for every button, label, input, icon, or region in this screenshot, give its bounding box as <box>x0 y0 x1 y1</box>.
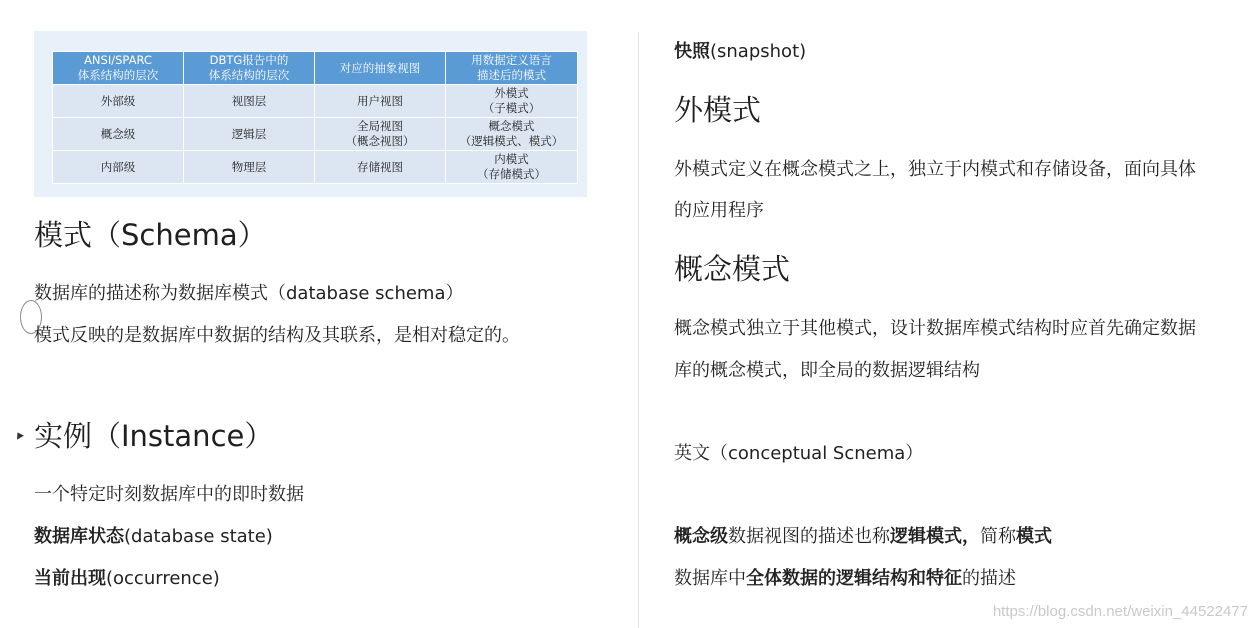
occurrence-en: (occurrence) <box>106 568 220 589</box>
table-header-cell: ANSI/SPARC 体系结构的层次 <box>53 52 184 85</box>
collapse-triangle-icon[interactable] <box>14 430 24 439</box>
table-cell: 用户视图 <box>315 85 446 118</box>
schema-paragraph-2: 模式反映的是数据库中数据的结构及其联系，是相对稳定的。 <box>34 325 520 346</box>
schema-heading: 模式（Schema） <box>34 218 267 252</box>
table-row <box>53 85 578 118</box>
external-paragraph-2: 的应用程序 <box>674 200 764 221</box>
whole-data-prefix: 数据库中 <box>674 568 746 589</box>
conceptual-level-line <box>674 525 1052 549</box>
table-cell: 全局视图 （概念视图） <box>315 118 446 151</box>
column-divider <box>638 32 639 628</box>
whole-data-term: 全体数据的逻辑结构和特征 <box>746 568 962 589</box>
table-header-cell: 对应的抽象视图 <box>315 52 446 85</box>
conceptual-english: 英文（conceptual Scnema） <box>674 443 924 464</box>
table-cell: 内模式 （存储模式） <box>446 151 578 184</box>
table-cell: 存储视图 <box>315 151 446 184</box>
table-cell: 物理层 <box>184 151 315 184</box>
table-cell: 视图层 <box>184 85 315 118</box>
conceptual-level-text: 数据视图的描述也称 <box>728 526 890 547</box>
abbr-text: 简称 <box>980 526 1016 547</box>
watermark: https://blog.csdn.net/weixin_44522477 <box>992 603 1248 620</box>
instance-paragraph-1: 一个特定时刻数据库中的即时数据 <box>34 484 304 505</box>
external-paragraph-1: 外模式定义在概念模式之上，独立于内模式和存储设备，面向具体 <box>674 159 1196 180</box>
occurrence-term: 当前出现 <box>34 568 106 589</box>
left-column <box>34 0 624 628</box>
instance-paragraph-3 <box>34 567 220 591</box>
table-cell: 概念模式 （逻辑模式、模式） <box>446 118 578 151</box>
architecture-table <box>52 51 578 184</box>
table-header-cell: DBTG报告中的 体系结构的层次 <box>184 52 315 85</box>
conceptual-paragraph-1: 概念模式独立于其他模式，设计数据库模式结构时应首先确定数据 <box>674 318 1196 339</box>
table-cell: 概念级 <box>53 118 184 151</box>
snapshot-term: 快照 <box>674 41 710 62</box>
right-column <box>674 0 1254 628</box>
table-cell: 内部级 <box>53 151 184 184</box>
database-state-en: (database state) <box>124 526 273 547</box>
table-header-cell: 用数据定义语言 描述后的模式 <box>446 52 578 85</box>
snapshot-en: (snapshot) <box>710 41 807 62</box>
instance-heading: 实例（Instance） <box>34 419 274 453</box>
schema-term: 模式 <box>1016 526 1052 547</box>
table-cell: 外模式 （子模式） <box>446 85 578 118</box>
table-cell: 外部级 <box>53 85 184 118</box>
instance-paragraph-2 <box>34 525 273 549</box>
whole-data-suffix: 的描述 <box>962 568 1016 589</box>
whole-data-line <box>674 567 1016 591</box>
schema-paragraph-1: 数据库的描述称为数据库模式（database schema） <box>34 283 464 304</box>
database-state-term: 数据库状态 <box>34 526 124 547</box>
table-row <box>53 118 578 151</box>
conceptual-level-term: 概念级 <box>674 526 728 547</box>
external-schema-heading: 外模式 <box>674 93 762 127</box>
conceptual-schema-heading: 概念模式 <box>674 252 791 286</box>
schema-architecture-table-image <box>34 31 587 197</box>
snapshot-line <box>674 40 806 64</box>
logical-schema-term: 逻辑模式， <box>890 526 980 547</box>
table-row <box>53 151 578 184</box>
table-header-row <box>53 52 578 85</box>
table-cell: 逻辑层 <box>184 118 315 151</box>
conceptual-paragraph-2: 库的概念模式，即全局的数据逻辑结构 <box>674 360 980 381</box>
